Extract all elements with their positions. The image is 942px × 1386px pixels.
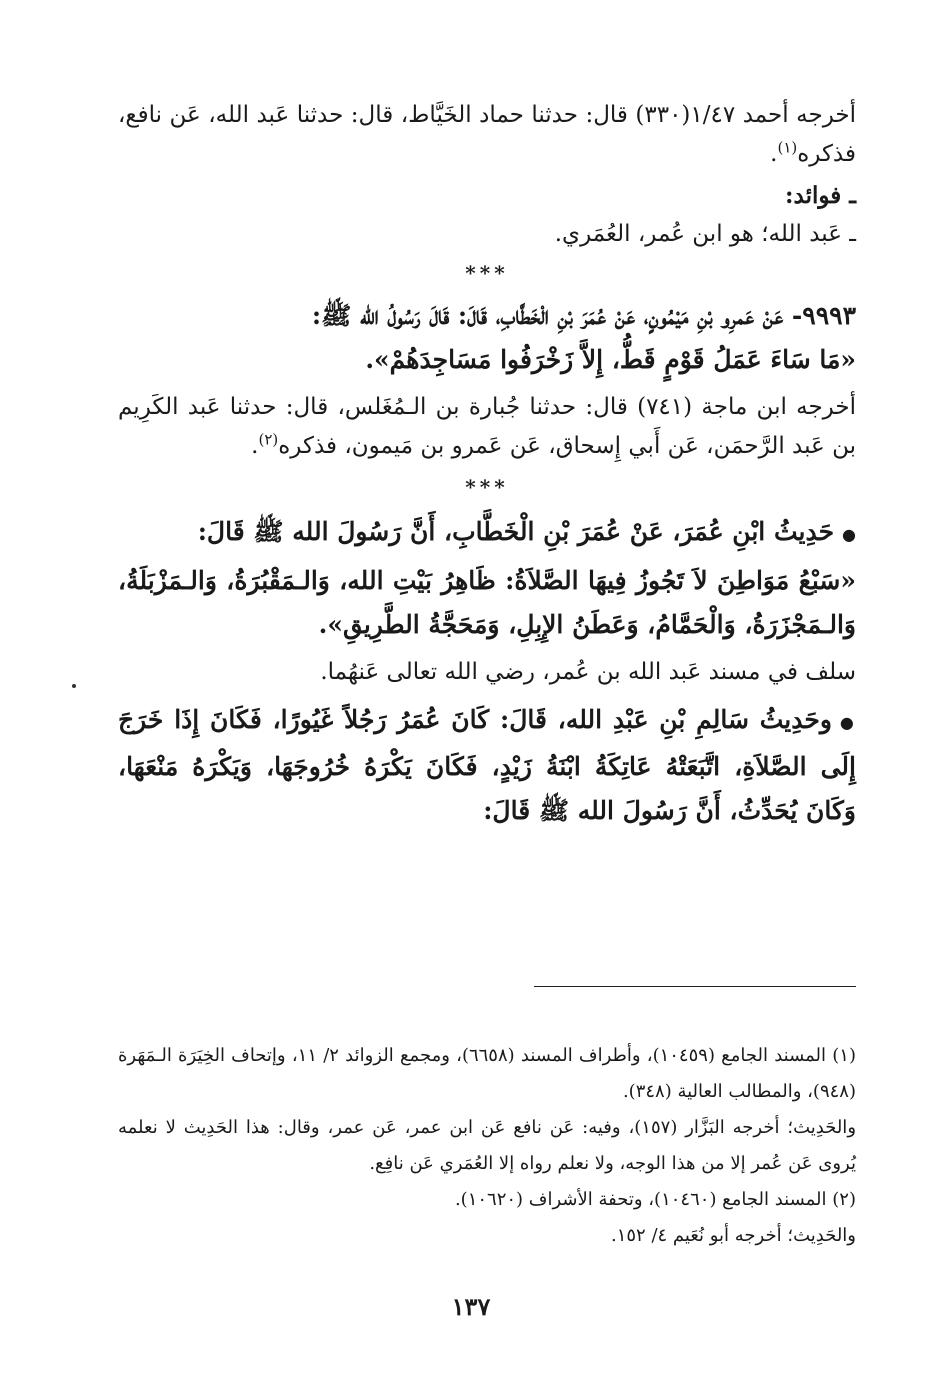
section-separator: *** [465, 475, 509, 499]
section-separator: *** [465, 261, 509, 285]
hadith-9993-isnad: ٩٩٩٣- عَنْ عَمرِو بْنِ مَيْمُونٍ، عَنْ عُمَرَ بْنِ الْخَطَّابِ، قَالَ: قَالَ رَسُولُ الله ﷺ: [311, 301, 856, 330]
footnote-ref-2[interactable]: (٢) [258, 430, 279, 449]
hadith-9993-takhrij-text: أخرجه ابن ماجة (٧٤١) قال: حدثنا جُبارة بن الـمُغَلس، قال: حدثنا عَبد الكَرِيم بن عَبد الرَّحمَن، عَن أَبي إِسحاق، عَن عَمرو بن مَيمون، فذكره [118, 394, 856, 459]
fawaid-item: ـ عَبد الله؛ هو ابن عُمر، العُمَري. [554, 221, 856, 247]
hadith-salim-text: وحَدِيثُ سَالِمِ بْنِ عَبْدِ الله، قَالَ: كَانَ عُمَرُ رَجُلاً غَيُورًا، فَكَانَ إِذَا خَرَجَ إِلَى الصَّلاَةِ، اتَّبَعَتْهُ عَاتِكَةُ ابْنَةُ زَيْدٍ، فَكَانَ يَكْرَهُ خُرُوجَهَا، وَيَكْرَهُ مَنْعَهَا، وَكَانَ يُحَدِّثُ، أَنَّ رَسُولَ الله ﷺ قَالَ: [118, 705, 856, 825]
hadith-ibn-umar-text: حَدِيثُ ابْنِ عُمَرَ، عَنْ عُمَرَ بْنِ الْخَطَّابِ، أَنَّ رَسُولَ الله ﷺ قَالَ: [197, 517, 835, 546]
bullet-icon: ● [842, 525, 856, 544]
page-body [118, 96, 856, 833]
hadith-9993-takhrij-end: . [251, 433, 259, 459]
footnote-2-continuation: والحَدِيث؛ أخرجه أبو نُعَيم ٤/ ١٥٢. [610, 1225, 856, 1246]
footnote-2: (٢) المسند الجامع (١٠٤٦٠)، وتحفة الأشراف (١٠٦٢٠). [454, 1189, 856, 1210]
footnotes-divider [534, 986, 856, 987]
page-number: ١٣٧ [451, 1292, 491, 1321]
takhrij-paragraph [118, 96, 856, 174]
hadith-salim [118, 698, 856, 833]
hadith-9993-takhrij [118, 388, 856, 466]
takhrij-text: أخرجه أحمد ١/٤٧(٣٣٠) قال: حدثنا حماد الخَيَّاط، قال: حدثنا عَبد الله، عَن نافع، فذكره [118, 102, 856, 167]
scan-speck [72, 684, 76, 688]
bullet-icon: ● [839, 713, 856, 732]
hadith-9993-matn: «مَا سَاءَ عَمَلُ قَوْمٍ قَطُّ، إِلاَّ زَخْرَفُوا مَسَاجِدَهُمْ». [365, 345, 856, 374]
footnotes [118, 1038, 856, 1254]
hadith-ibn-umar-matn: «سَبْعُ مَوَاطِنَ لاَ تَجُوزُ فِيهَا الصَّلاَةُ: ظَاهِرُ بَيْتِ الله، وَالـمَقْبُرَةُ، وَالـمَزْبَلَةُ، وَالـمَجْزَرَةُ، وَالْحَمَّامُ، وَعَطَنُ الإِبِلِ، وَمَحَجَّةُ الطَّرِيقِ». [118, 566, 856, 639]
hadith-ibn-umar [118, 510, 856, 557]
footnote-ref-1[interactable]: (١) [777, 138, 798, 157]
salafa-note: سلف في مسند عَبد الله بن عُمر، رضي الله تعالى عَنهُما. [320, 659, 856, 685]
fawaid-heading: ـ فوائد: [785, 182, 856, 209]
footnote-1: (١) المسند الجامع (١٠٤٥٩)، وأطراف المسند (٦٦٥٨)، ومجمع الزوائد ٢/ ١١، وإتحاف الخِيَرَة الـمَهَرة (٩٤٨)، والمطالب العالية (٣٤٨). [118, 1045, 856, 1102]
footnote-1-continuation: والحَدِيث؛ أخرجه البَزَّار (١٥٧)، وفيه: عَن نافع عَن ابن عمر، عَن عمر، وقال: هذا الحَدِيث لا نعلمه يُروى عَن عُمر إلا من هذا الوجه، ولا نعلم رواه إلا العُمَري عَن نافِع. [118, 1117, 857, 1174]
takhrij-end: . [770, 141, 778, 167]
